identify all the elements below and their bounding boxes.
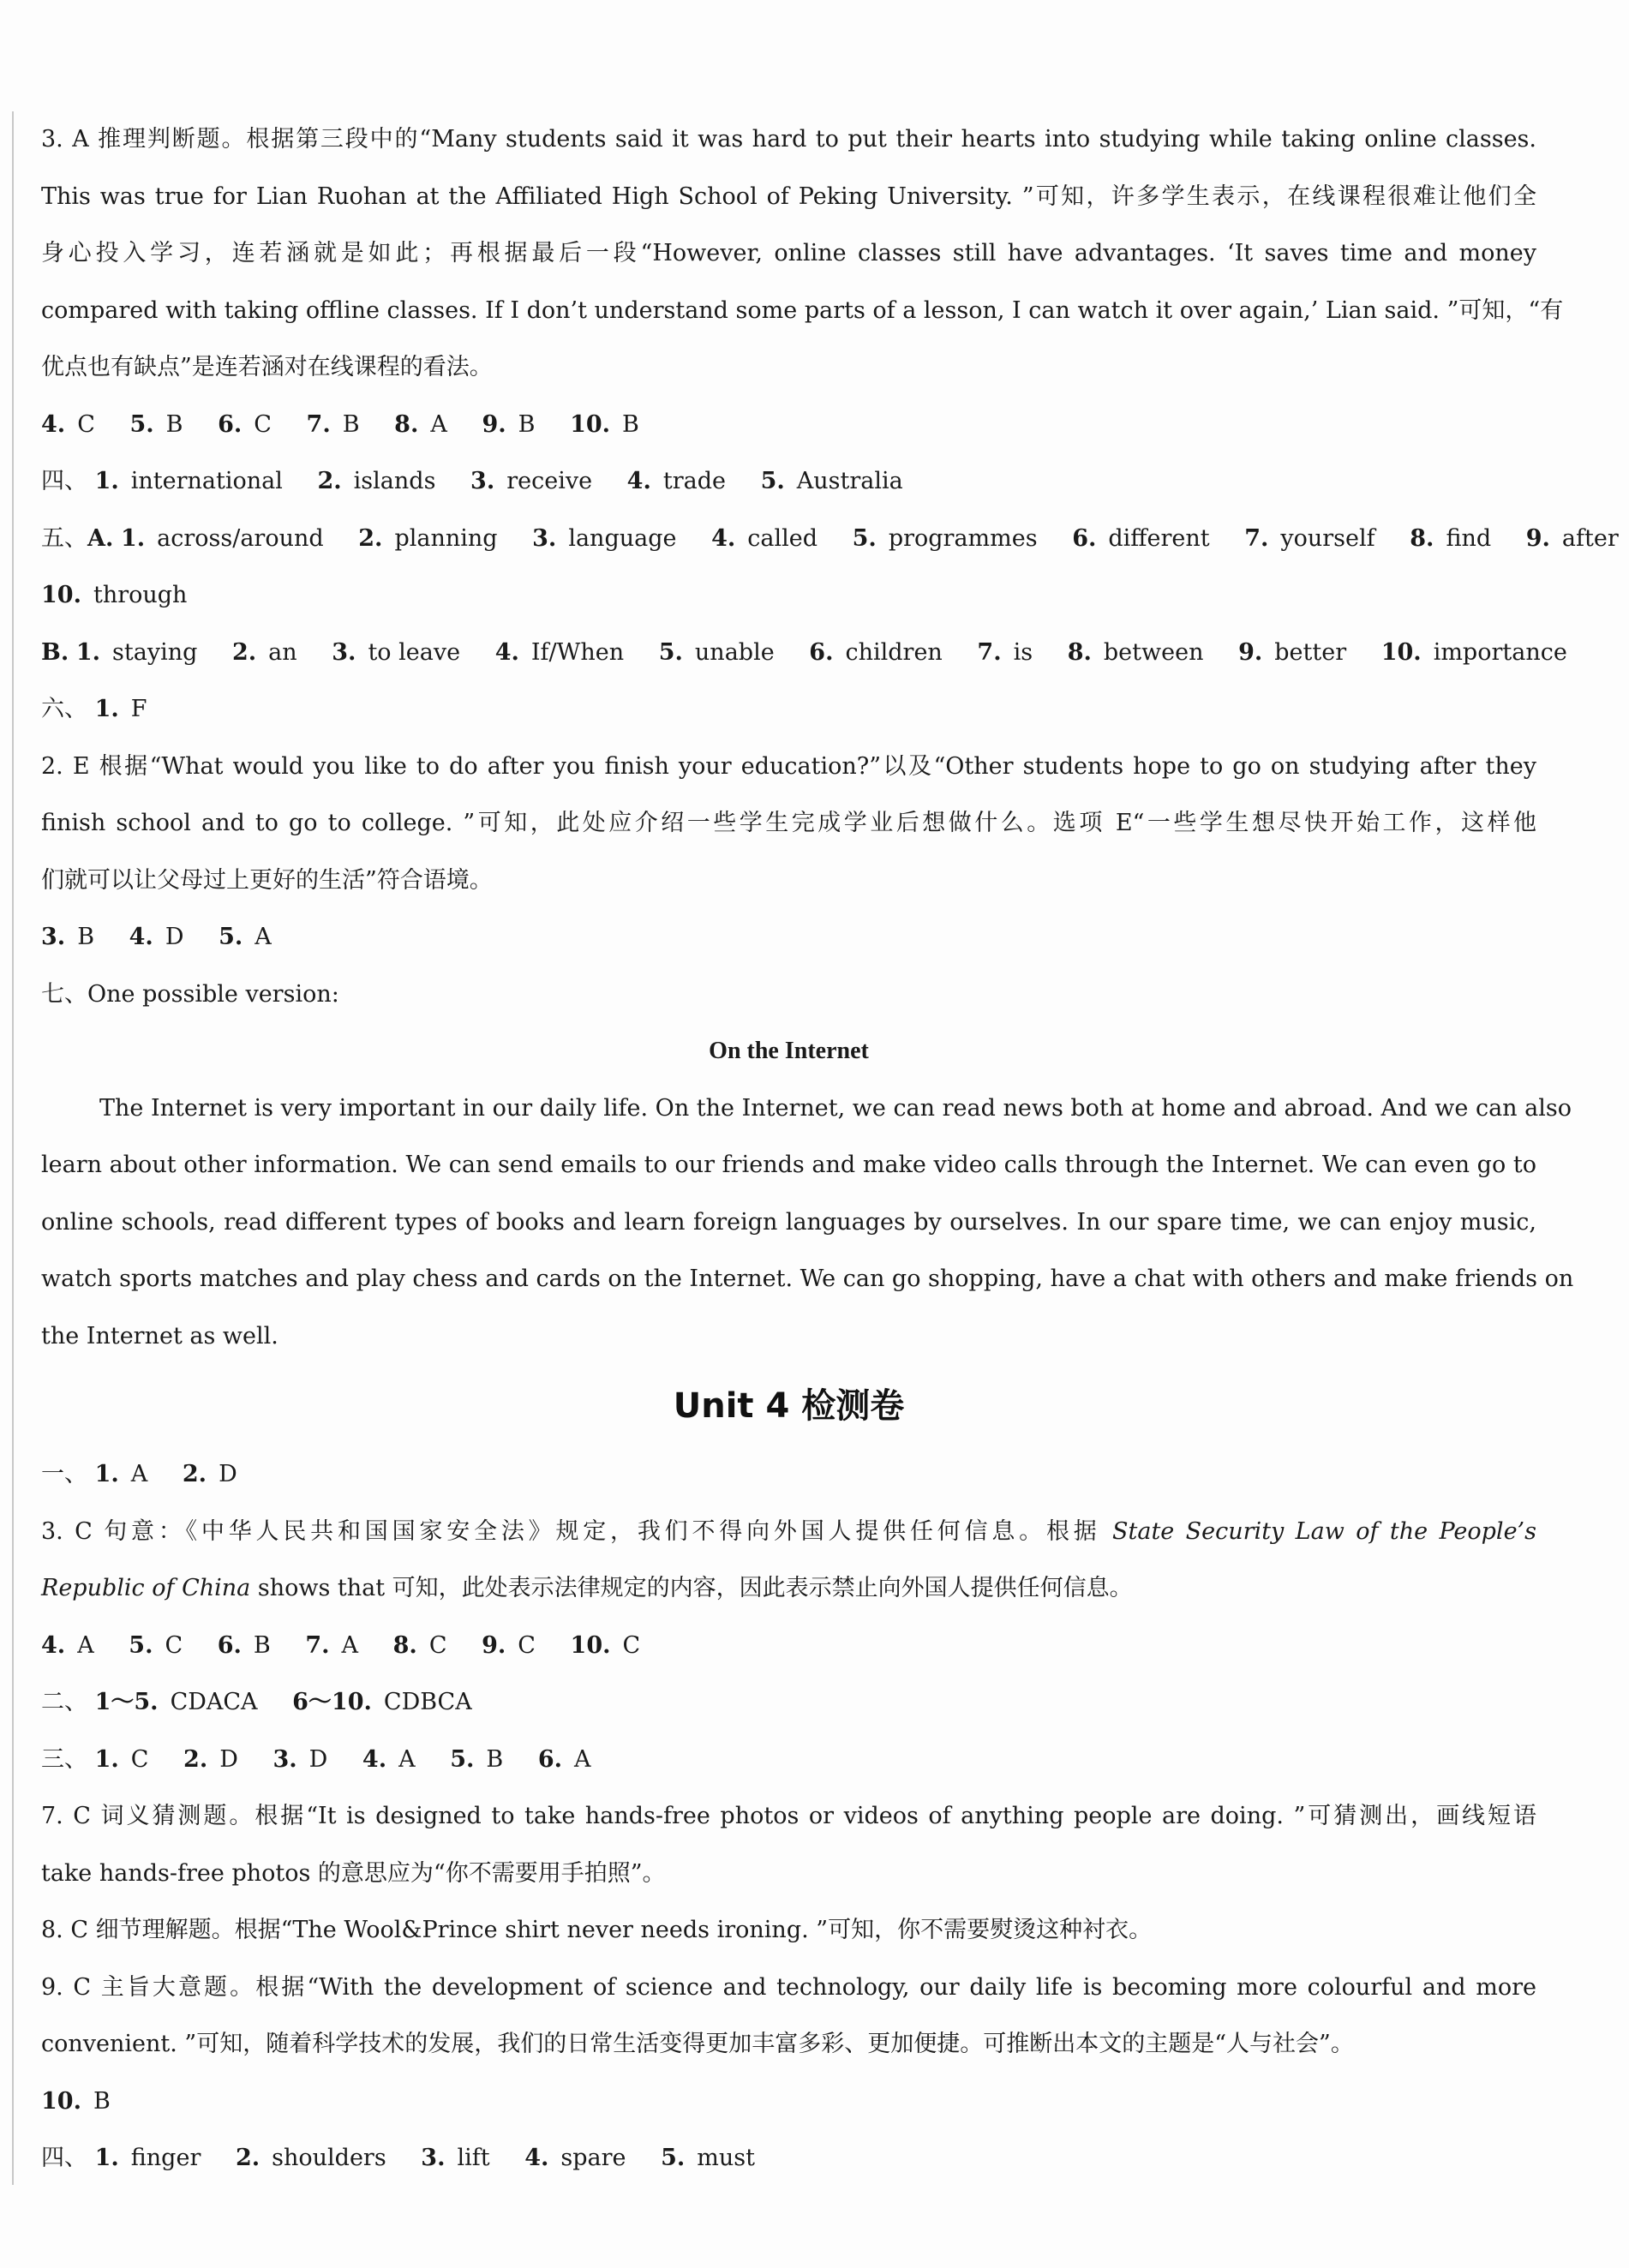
answer-pair: 4. D xyxy=(129,924,184,950)
answer-pair: 5. programmes xyxy=(852,524,1038,552)
answer-pair: 4. A xyxy=(41,1631,94,1659)
unit3-q3-line2: This was true for Lian Ruohan at the Affiliated High School of Peking University. ”可知，许多学生表示，在线课程很难让他们全 xyxy=(41,183,1536,210)
answer-pair: 3. D xyxy=(272,1745,328,1773)
unit4-q7-line2: take hands-free photos 的意思应为“你不需要用手拍照”。 xyxy=(41,1859,666,1887)
answer-pair: 9. after xyxy=(1525,524,1619,552)
unit3-q3-line4: compared with taking offline classes. If I don’t understand some parts of a lesson, I can watch it over again,’ Lian said. ”可知，“有 xyxy=(41,296,1564,324)
answer-pair: 1. C xyxy=(94,1745,149,1773)
section-7-intro: 七、One possible version: xyxy=(41,980,339,1008)
unit4-q9-line1: 9. C 主旨大意题。根据“With the development of science and technology, our daily life is becoming more colourful and more xyxy=(41,1973,1536,2001)
answer-pair: 10. C xyxy=(570,1631,641,1659)
section-5-mark: 五、 xyxy=(41,524,87,552)
answer-pair: 10. importance xyxy=(1380,638,1567,666)
answer-pair: 6. C xyxy=(218,410,272,438)
answer-pair: 2. an xyxy=(231,638,297,666)
answer-pair: 2. islands xyxy=(317,468,436,494)
answer-pair: 5. A xyxy=(219,924,272,950)
section-5a-row-2 xyxy=(41,574,1536,631)
answer-pair: 3. receive xyxy=(470,468,593,494)
answer-pair: 9. better xyxy=(1238,638,1347,666)
unit3-q3-line1: 3. A 推理判断题。根据第三段中的“Many students said it was hard to put their hearts into studying while taking online classes. xyxy=(41,126,1536,153)
answer-pair: 9. B xyxy=(482,410,536,438)
unit4-q7-line1: 7. C 词义猜测题。根据“It is designed to take hands-free photos or videos of anything people are doing. ”可猜测出，画线短语 xyxy=(41,1803,1536,1829)
essay-line: The Internet is very important in our daily life. On the Internet, we can read news both at home and abroad. And we can also xyxy=(99,1094,1572,1122)
unit4-section-3-row xyxy=(41,1738,1536,1796)
answer-pair: 8. C xyxy=(392,1631,447,1659)
answer-pair: 4. trade xyxy=(626,468,726,494)
answer-pair: 6. A xyxy=(537,1745,591,1773)
answer-pair: 2. planning xyxy=(358,524,498,552)
unit3-q3-line3: 身心投入学习，连若涵就是如此；再根据最后一段“However, online classes still have advantages. ‘It saves time and money xyxy=(41,240,1536,266)
essay-line: the Internet as well. xyxy=(41,1322,278,1349)
section-5b-row xyxy=(41,631,1567,689)
answer-pair: 1～5. CDACA xyxy=(94,1689,258,1715)
section-6-q2-line1: 2. E 根据“What would you like to do after you finish your education?”以及“Other students hope to go on studying after they xyxy=(41,752,1536,780)
answer-pair: 3. lift xyxy=(421,2145,490,2171)
answer-pair: 6. different xyxy=(1072,524,1210,552)
section-6-q2-line3: 们就可以让父母过上更好的生活”符合语境。 xyxy=(41,866,493,894)
answer-pair: 6～10. CDBCA xyxy=(292,1689,472,1715)
answer-pair: 2. D xyxy=(182,1461,237,1487)
section-6-mark: 六、 xyxy=(41,696,87,722)
answer-pair: 10. B xyxy=(41,2087,111,2115)
section-4-mark: 四、 xyxy=(41,2145,87,2171)
answer-pair: 4. spare xyxy=(524,2145,626,2171)
unit-4-heading: Unit 4 检测卷 xyxy=(673,1386,905,1426)
section-6-rest-row xyxy=(41,916,1536,973)
section-5a-label: A. xyxy=(87,524,114,552)
answer-pair: 1. F xyxy=(94,696,147,722)
answers-4-10-row xyxy=(41,404,1536,461)
unit4-section-2-row xyxy=(41,1681,1536,1738)
answer-pair: 3. B xyxy=(41,924,95,950)
answer-pair: 5. B xyxy=(450,1745,504,1773)
unit4-q9-line2: convenient. ”可知，随着科学技术的发展，我们的日常生活变得更加丰富多彩、更加便捷。可推断出本文的主题是“人与社会”。 xyxy=(41,2031,1354,2057)
unit4-q10-row xyxy=(41,2080,1536,2138)
answer-pair: 5. unable xyxy=(658,638,775,666)
section-4-row xyxy=(41,460,1536,518)
answer-pair: 3. to leave xyxy=(332,638,461,666)
section-5b-label: B. xyxy=(41,638,69,666)
answer-pair: 2. D xyxy=(183,1745,238,1773)
essay-line: learn about other information. We can send emails to our friends and make video calls through the Internet. We can even go to xyxy=(41,1152,1536,1178)
answer-pair: 1. finger xyxy=(94,2145,201,2171)
answer-pair: 5. Australia xyxy=(760,468,903,494)
answer-pair: 8. A xyxy=(394,410,447,438)
answer-pair: 5. must xyxy=(661,2145,755,2171)
section-5a-row xyxy=(41,518,1619,575)
answer-pair: 5. C xyxy=(129,1631,183,1659)
answer-pair: 7. B xyxy=(306,410,360,438)
answer-pair: 1. across/around xyxy=(120,524,324,552)
answer-pair: 4. If/When xyxy=(494,638,625,666)
section-6-row xyxy=(41,688,1536,745)
answer-pair: 7. is xyxy=(977,638,1033,666)
answer-pair: 3. language xyxy=(532,524,677,552)
essay-title: On the Internet xyxy=(709,1038,869,1064)
unit4-q3-line2: Republic of China shows that 可知，此处表示法律规定的内容，因此表示禁止向外国人提供任何信息。 xyxy=(41,1575,1133,1601)
answer-pair: 8. find xyxy=(1410,524,1492,552)
answer-pair: 6. B xyxy=(217,1631,271,1659)
section-3-mark: 三、 xyxy=(41,1745,87,1773)
answer-pair: 10. through xyxy=(41,582,188,608)
unit4-section-4-row xyxy=(41,2137,1536,2194)
answer-content xyxy=(41,118,1619,2194)
answer-pair: 2. shoulders xyxy=(235,2145,386,2171)
answer-pair: 4. called xyxy=(711,524,818,552)
section-4-mark: 四、 xyxy=(41,468,87,494)
answer-pair: 7. A xyxy=(305,1631,359,1659)
essay-line: watch sports matches and play chess and cards on the Internet. We can go shopping, have a chat with others and make friends on xyxy=(41,1266,1574,1292)
answer-pair: 1. A xyxy=(94,1461,148,1487)
essay-line: online schools, read different types of books and learn foreign languages by ourselves. In our spare time, we can enjoy music, xyxy=(41,1208,1536,1236)
answer-pair: 5. B xyxy=(129,410,183,438)
section-1-mark: 一、 xyxy=(41,1461,87,1487)
left-margin-rule xyxy=(12,111,14,2185)
answer-pair: 8. between xyxy=(1067,638,1204,666)
answer-pair: 4. A xyxy=(362,1745,416,1773)
unit4-q3-line1: 3. C 句意：《中华人民共和国国家安全法》规定，我们不得向外国人提供任何信息。根据 State Security Law of the People’s xyxy=(41,1517,1536,1545)
answer-pair: 9. C xyxy=(482,1631,536,1659)
answer-pair: 10. B xyxy=(570,410,639,438)
unit4-section-1-row xyxy=(41,1453,1536,1511)
unit4-section-1-rest-row xyxy=(41,1625,1536,1682)
answer-pair: 4. C xyxy=(41,410,95,438)
unit3-q3-line5: 优点也有缺点”是连若涵对在线课程的看法。 xyxy=(41,354,493,380)
answer-pair: 6. children xyxy=(809,638,943,666)
answer-pair: 1. international xyxy=(94,468,283,494)
section-2-mark: 二、 xyxy=(41,1689,87,1715)
answer-pair: 7. yourself xyxy=(1244,524,1375,552)
unit4-q8-line: 8. C 细节理解题。根据“The Wool&Prince shirt never needs ironing. ”可知，你不需要熨烫这种衬衣。 xyxy=(41,1917,1153,1943)
section-6-q2-line2: finish school and to go to college. ”可知，此处应介绍一些学生完成学业后想做什么。选项 E“一些学生想尽快开始工作，这样他 xyxy=(41,810,1536,836)
answer-pair: 1. staying xyxy=(75,638,198,666)
